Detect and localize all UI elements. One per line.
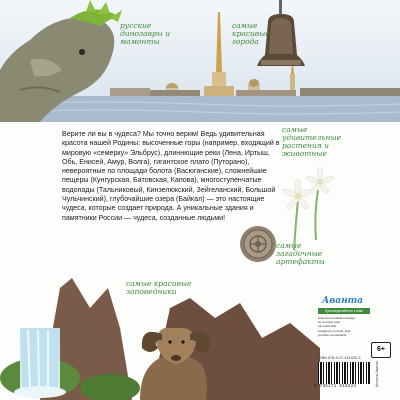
city-panorama bbox=[0, 0, 400, 122]
edelweiss-illustration bbox=[276, 160, 340, 250]
caption-cities: самые красивые города bbox=[232, 21, 270, 46]
publisher-link[interactable]: ok.ru/ast.kids bbox=[318, 324, 337, 329]
spine-label bbox=[376, 362, 384, 392]
publisher-logo: Аванта bbox=[322, 296, 363, 306]
artifact-illustration bbox=[238, 224, 278, 264]
caption-reserves: самые красивые заповедники bbox=[126, 279, 192, 296]
description-text: Верите ли вы в чудеса? Мы точно верим! Ведь удивительная красота нашей Родины: высоченные горы (например, входящий в мировую «семерку» Эльбрус), длиннющие реки (Лена, Иртыш, Обь, Енисей, Амур, Волга), гигантское плато (Путорано), невероятные по площади болота (Васюганские), сложнейшие пещеры (Кунгурская, Батовская, Капова), многоступенчатые водопады (Тальниковый, Кинзелюкский, Зейгеланский, Большой Чульчинский), глубочайшие озера (Байкал) — это настоящие чудеса, которые создает природа. А уникальные здания и памятники России — чудеса, созданные людьми! bbox=[62, 130, 280, 222]
publisher-link[interactable]: vk.com/ast_kids bbox=[318, 320, 341, 325]
publisher-link[interactable]: youtube.com/astkids bbox=[318, 332, 347, 337]
dinosaur-illustration bbox=[0, 0, 150, 122]
publisher-tagline: Присоединяйтесь к нам! bbox=[318, 308, 370, 314]
publisher-link[interactable]: www.ast.ru/edu/knowledge bbox=[318, 316, 355, 320]
caption-dinosaurs: русские динозавры и мамонты bbox=[120, 21, 171, 46]
publisher-link[interactable]: instagram.com/ast_kids bbox=[318, 328, 351, 333]
caption-artifacts: самые загадочные артефакты bbox=[276, 241, 325, 266]
age-rating-badge: 6+ bbox=[371, 342, 391, 358]
barcode bbox=[318, 362, 370, 384]
isbn-text: ISBN 978-5-17-151922-3 bbox=[318, 356, 361, 360]
spine-text: Астрель-Аванта bbox=[375, 360, 380, 388]
caption-plants: самые удивительные растения и животные bbox=[282, 125, 342, 158]
barcode-number: 9 785171 519223 bbox=[314, 385, 357, 389]
nature-reserve-illustration bbox=[0, 268, 320, 400]
publisher-links bbox=[318, 316, 370, 352]
